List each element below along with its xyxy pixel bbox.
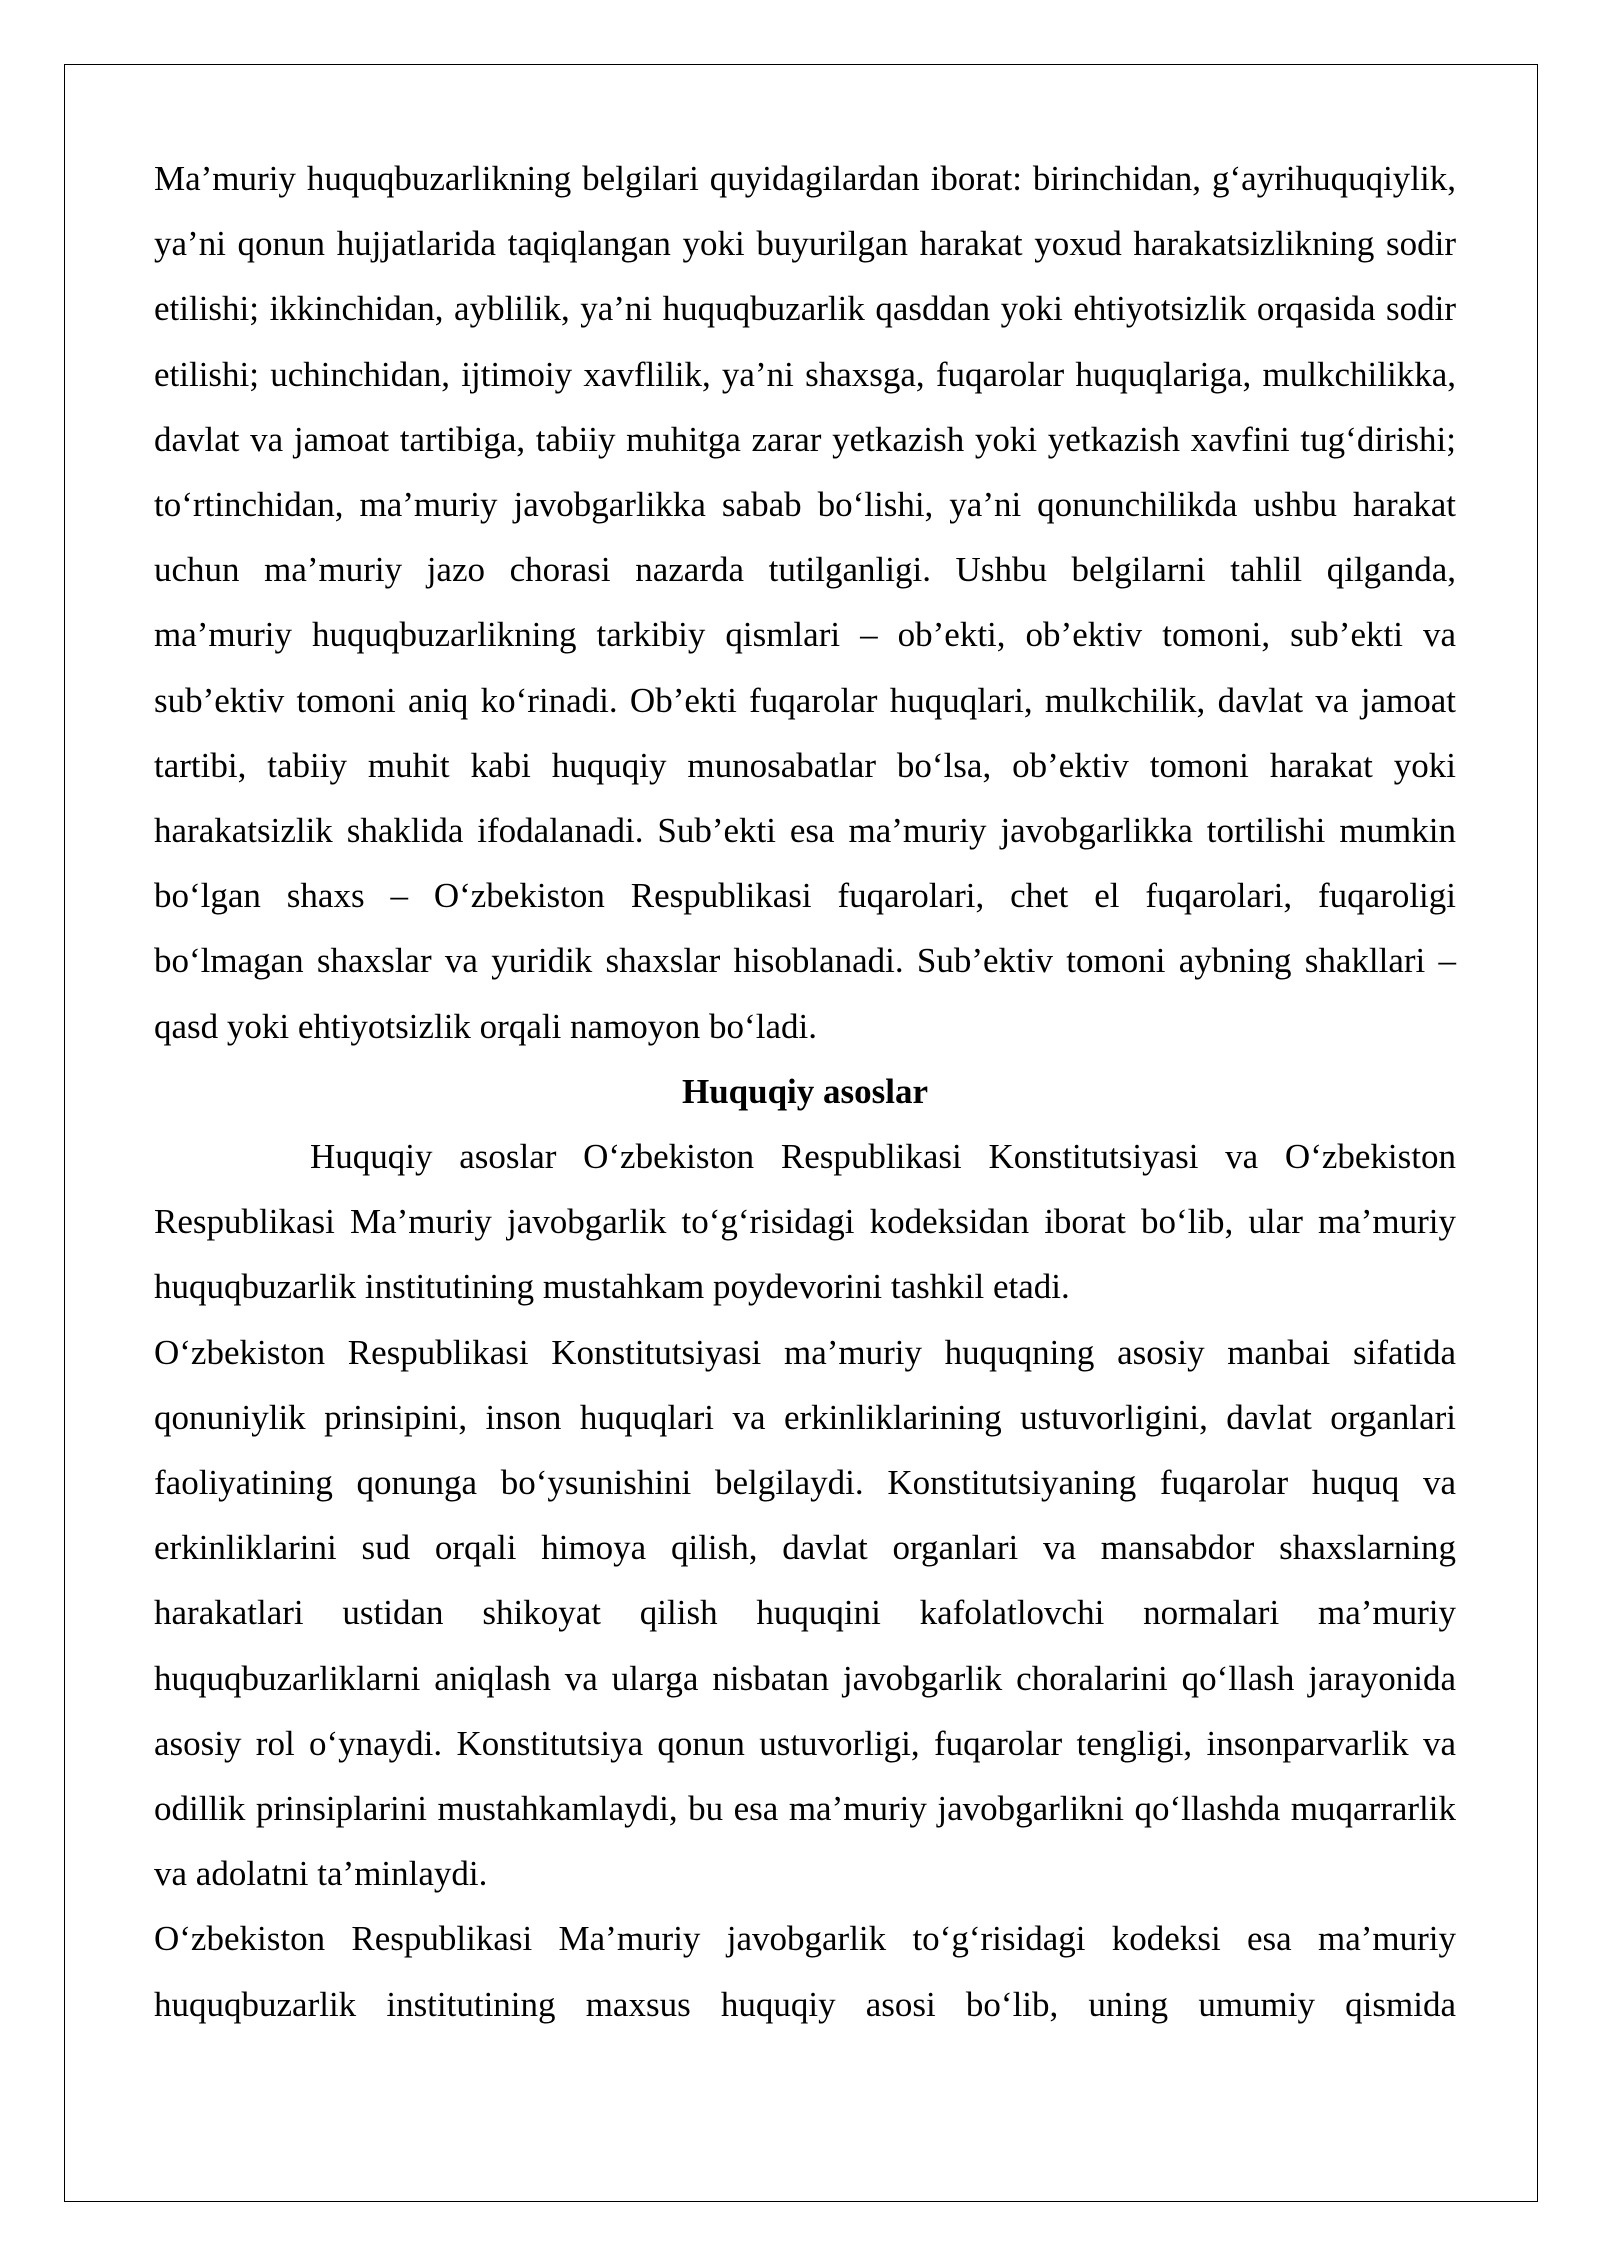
paragraph-offense-features: Ma’muriy huquqbuzarlikning belgilari quyidagilardan iborat: birinchidan, g‘ayrihuquqiylik, ya’ni qonun hujjatlarida taqiqlangan yoki buyurilgan harakat yoxud harakatsizlikning sodir etilishi; ikkinchidan, ayblilik, ya’ni huquqbuzarlik qasddan yoki ehtiyotsizlik orqasida sodir etilishi; uchinchidan, ijtimoiy xavflilik, ya’ni shaxsga, fuqarolar huquqlariga, mulkchilikka, davlat va jamoat tartibiga, tabiiy muhitga zarar yetkazish yoki yetkazish xavfini tug‘dirishi; to‘rtinchidan, ma’muriy javobgarlikka sabab bo‘lishi, ya’ni qonunchilikda ushbu harakat uchun ma’muriy jazo chorasi nazarda tutilganligi. Ushbu belgilarni tahlil qilganda, ma’muriy huquqbuzarlikning tarkibiy qismlari – ob’ekti, ob’ektiv tomoni, sub’ekti va sub’ektiv tomoni aniq ko‘rinadi. Ob’ekti fuqarolar huquqlari, mulkchilik, davlat va jamoat tartibi, tabiiy muhit kabi huquqiy munosabatlar bo‘lsa, ob’ektiv tomoni harakat yoki harakatsizlik shaklida ifodalanadi. Sub’ekti esa ma’muriy javobgarlikka tortilishi mumkin bo‘lgan shaxs – O‘zbekiston Respublikasi fuqarolari, chet el fuqarolari, fuqaroligi bo‘lmagan shaxslar va yuridik shaxslar hisoblanadi. Sub’ektiv tomoni aybning shakllari – qasd yoki ehtiyotsizlik orqali namoyon bo‘ladi. <box>154 159 1456 1046</box>
section-heading: Huquqiy asoslar <box>681 1071 929 1111</box>
paragraph-code: O‘zbekiston Respublikasi Ma’muriy javobgarlik to‘g‘risidagi kodeksi esa ma’muriy huquqbuzarlik institutining maxsus huquqiy asosi bo‘lib, uning umumiy qismida <box>154 1919 1456 2024</box>
document-body <box>154 146 1456 2037</box>
paragraph-legal-basis: Huquqiy asoslar O‘zbekiston Respublikasi Konstitutsiyasi va O‘zbekiston Respublikasi Ma’muriy javobgarlik to‘g‘risidagi kodeksidan iborat bo‘lib, ular ma’muriy huquqbuzarlik institutining mustahkam poydevorini tashkil etadi. <box>154 1137 1456 1307</box>
paragraph-constitution: O‘zbekiston Respublikasi Konstitutsiyasi ma’muriy huquqning asosiy manbai sifatida qonuniylik prinsipini, inson huquqlari va erkinliklarining ustuvorligini, davlat organlari faoliyatining qonunga bo‘ysunishini belgilaydi. Konstitutsiyaning fuqarolar huquq va erkinliklarini sud orqali himoya qilish, davlat organlari va mansabdor shaxslarning harakatlari ustidan shikoyat qilish huquqini kafolatlovchi normalari ma’muriy huquqbuzarliklarni aniqlash va ularga nisbatan javobgarlik choralarini qo‘llash jarayonida asosiy rol o‘ynaydi. Konstitutsiya qonun ustuvorligi, fuqarolar tengligi, insonparvarlik va odillik prinsiplarini mustahkamlaydi, bu esa ma’muriy javobgarlikni qo‘llashda muqarrarlik va adolatni ta’minlaydi. <box>154 1332 1456 1894</box>
